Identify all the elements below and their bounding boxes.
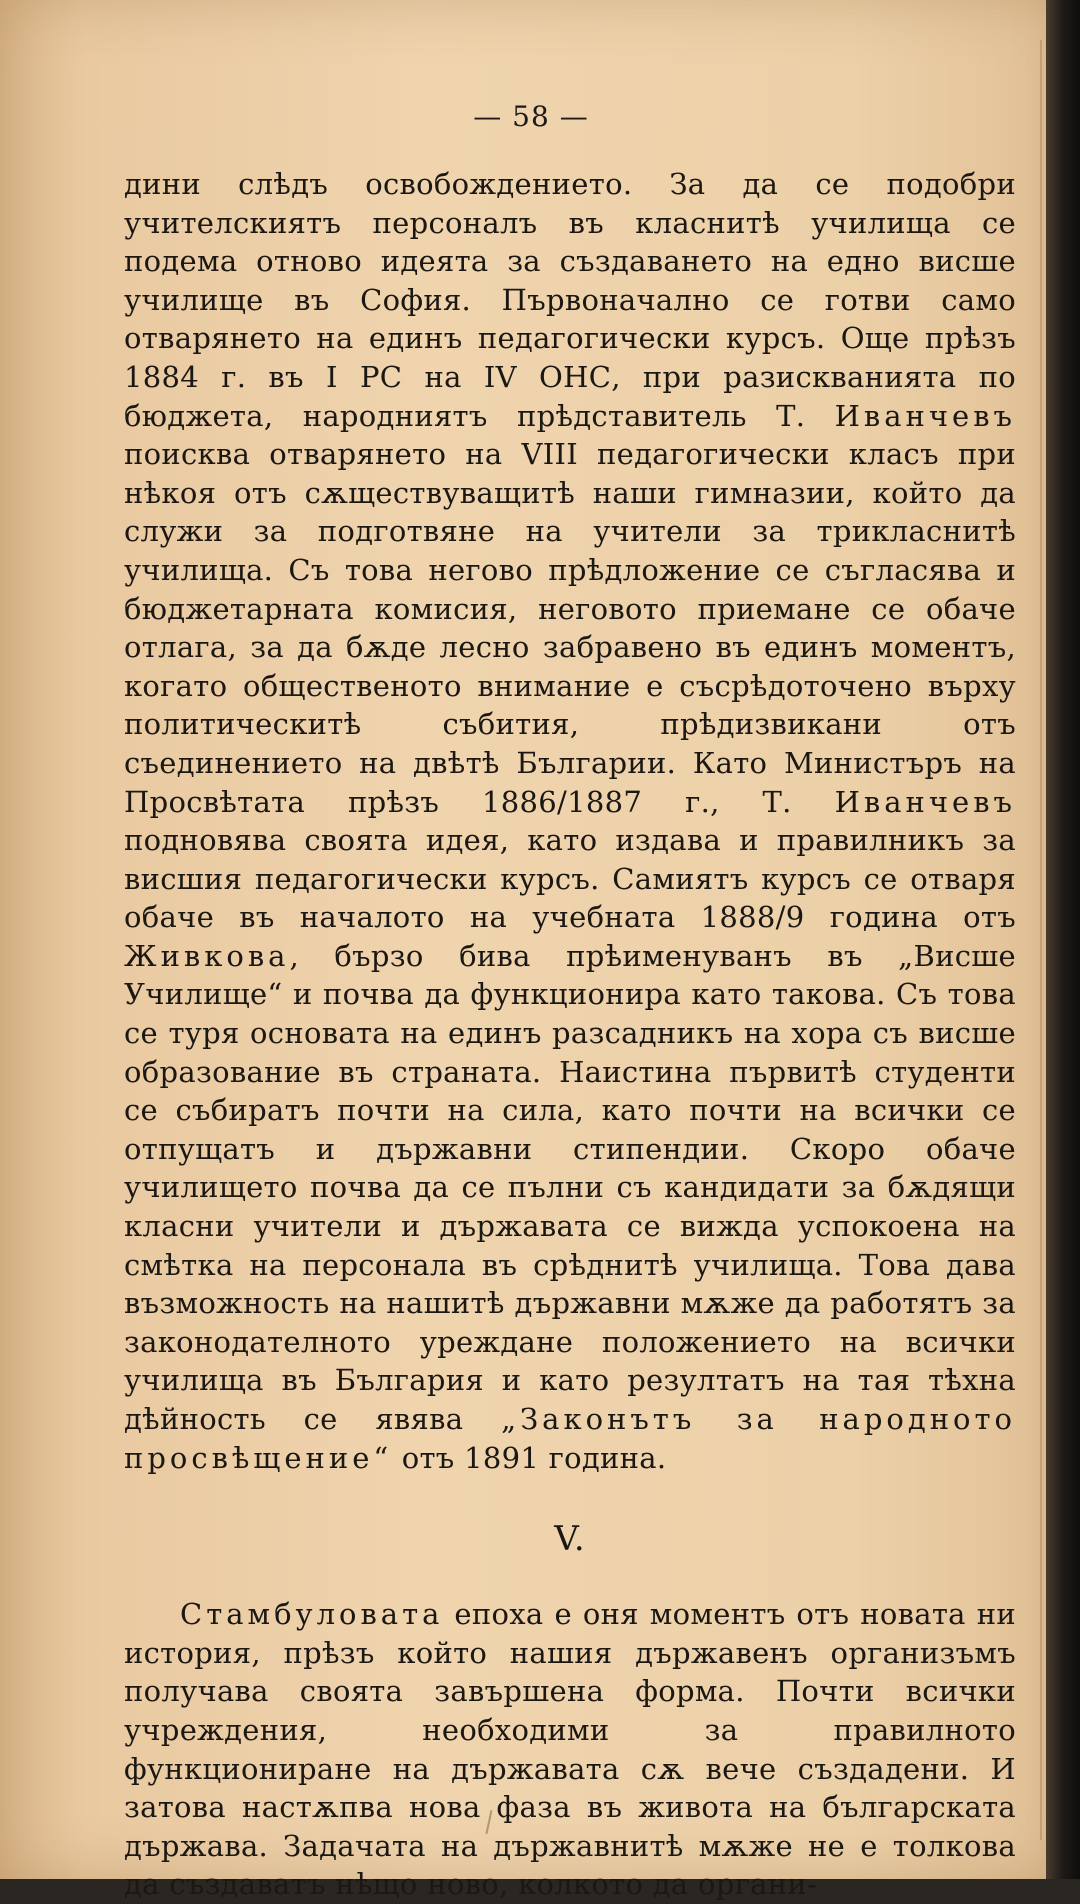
page-number: — 58 —	[473, 100, 589, 133]
paragraph-1-text-e: отъ 1891 година.	[392, 1440, 667, 1475]
paragraph-1-text-c: подновява своята идея, като издава и правилникъ за висшия педагогически курсъ. Самиятъ курсъ се отваря обаче въ началото на учебната 1888/9 година отъ	[124, 823, 1016, 935]
paragraph-2-text: епоха е оня моментъ отъ новата ни история, прѣзъ който нашия държавенъ организъмъ получава своята завършена форма. Почти всички учреждения, необходими за правилното функциониране на държавата сѫ вече създадени. И затова настѫпва нова фаза въ живота на българската държава. Задачата на държавнитѣ мѫже не е толкова да създаватъ нѣщо ново, колкото да органи-	[124, 1597, 1016, 1902]
name-zhivkova: Живкова	[124, 938, 290, 973]
paragraph-1-text-a: дини слѣдъ освобождението. За да се подобри учителскиятъ персоналъ въ класнитѣ училища се подема отново идеята за създаването на едно висше училище въ София. Първоначално се готви само отварянето на единъ педагогически курсъ. Още прѣзъ 1884 г. въ I РС на IV ОНС, при разискванията по бюджета, народниятъ прѣдставитель Т.	[124, 167, 1016, 433]
paragraph-1-text-b: поисква отварянето на VIII педагогически класъ при нѣкоя отъ сѫществуващитѣ наши гимназии, който да служи за подготвяне на учители за трикласнитѣ училища. Съ това негово прѣдложение се съгласява и бюджетарната комисия, неговото приемане се обаче отлага, за да бѫде лесно забравено въ единъ моментъ, когато общественото внимание е съсрѣдоточено върху политическитѣ събития, прѣдизвикани отъ съединението на двѣтѣ Българии. Като Министъръ на Просвѣтата прѣзъ 1886/1887 г., Т.	[124, 437, 1016, 819]
body-paragraph-2	[124, 1595, 1016, 1904]
page-fold-line	[1040, 40, 1042, 1840]
name-ivanchev-2: Иванчевъ	[834, 784, 1016, 819]
scan-edge	[1046, 0, 1080, 1879]
section-heading: V.	[554, 1519, 586, 1560]
paragraph-1-text-d: , бързо бива прѣименуванъ въ „Висше Училище“ и почва да функционира като такова. Съ това се туря основата на единъ разсадникъ на хора съ висше образование въ страната. Наистина първитѣ студенти се събиратъ почти на сила, като почти на всички се отпущатъ и държавни стипендии. Скоро обаче училището почва да се пълни съ кандидати за бѫдящи класни учители и държавата се вижда успокоена на смѣтка на персонала въ срѣднитѣ училища. Това дава възможность на нашитѣ държавни мѫже да работятъ за законодателното уреждане положението на всички училища въ България и като резултатъ на тая тѣхна дѣйность се явява	[124, 938, 1016, 1436]
page-content	[124, 165, 1016, 1904]
name-ivanchev-1: Иванчевъ	[834, 398, 1016, 433]
body-paragraph-1	[124, 165, 1016, 1477]
law-title: „Законътъ за народното просвѣщение“	[124, 1402, 1016, 1475]
paragraph-2-lead-word: Стамбуловата	[180, 1597, 444, 1632]
